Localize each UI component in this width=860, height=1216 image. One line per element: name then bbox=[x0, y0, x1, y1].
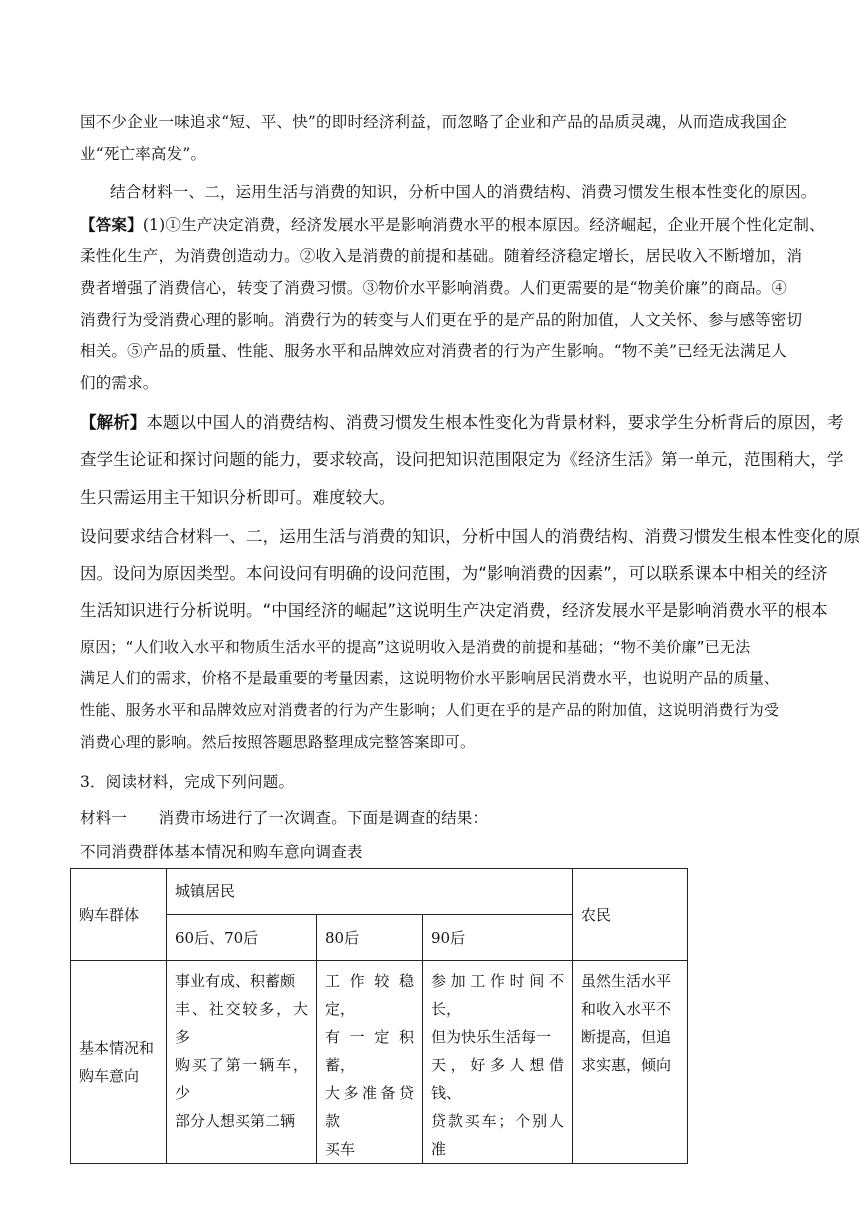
data-cell-text: 参加工作时间不长， 但为快乐生活每一 天，好多人想借钱、 贷款买车；个别人准 bbox=[431, 972, 564, 1158]
answer-line bbox=[80, 215, 825, 235]
paragraph-line: 国不少企业一味追求“短、平、快”的即时经济利益，而忽略了企业和产品的品质灵魂，从而造成我国企 bbox=[80, 113, 788, 131]
table-header-row bbox=[71, 869, 688, 915]
data-cell-text: 事业有成、积蓄颇 丰、社交较多，大多 购买了第一辆车，少 部分人想买第二辆 bbox=[175, 972, 308, 1130]
question-number-line: 3．阅读材料，完成下列问题。 bbox=[80, 773, 295, 791]
answer-line: 费者增强了消费信心，转变了消费习惯。③物价水平影响消费。人们更需要的是“物美价廉”的商品。④ bbox=[80, 279, 788, 297]
data-cell-text: 虽然生活水平 和收入水平不 断提高，但追 求实惠，倾向 bbox=[581, 972, 672, 1074]
analysis-line: 满足人们的需求，价格不是最重要的考量因素，这说明物价水平影响居民消费水平，也说明产品的质量、 bbox=[80, 669, 780, 687]
table-caption: 不同消费群体基本情况和购车意向调查表 bbox=[80, 843, 363, 861]
data-cell bbox=[423, 961, 573, 1164]
analysis-line: 查学生论证和探讨问题的能力，要求较高，设问把知识范围限定为《经济生活》第一单元，范围稍大，学 bbox=[80, 450, 844, 469]
header-group-cell: 购车群体 bbox=[71, 869, 167, 961]
subheader-cell: 80后 bbox=[317, 915, 423, 961]
data-cell bbox=[317, 961, 423, 1164]
paragraph-line: 业“死亡率高发”。 bbox=[80, 145, 207, 163]
header-urban-cell: 城镇居民 bbox=[167, 869, 573, 915]
answer-line: 相关。⑤产品的质量、性能、服务水平和品牌效应对消费者的行为产生影响。“物不美”已经无法满足人 bbox=[80, 342, 788, 360]
analysis-line: 消费心理的影响。然后按照答题思路整理成完整答案即可。 bbox=[80, 733, 476, 751]
table-row bbox=[71, 961, 688, 1164]
analysis-line: 因。设问为原因类型。本问设问有明确的设问范围，为“影响消费的因素”，可以联系课本中相关的经济 bbox=[80, 564, 828, 583]
answer-line: 们的需求。 bbox=[80, 374, 159, 392]
analysis-line: 设问要求结合材料一、二，运用生活与消费的知识，分析中国人的消费结构、消费习惯发生根本性变化的原 bbox=[80, 527, 860, 546]
question-prompt: 结合材料一、二，运用生活与消费的知识，分析中国人的消费结构、消费习惯发生根本性变化的原因。 bbox=[110, 183, 817, 201]
analysis-line: 生只需运用主干知识分析即可。难度较大。 bbox=[80, 488, 396, 507]
subheader-cell: 90后 bbox=[423, 915, 573, 961]
data-cell bbox=[573, 961, 688, 1164]
survey-table bbox=[70, 868, 688, 1164]
data-cell-text: 工作较稳定， 有一定积蓄， 大多准备贷款 买车 bbox=[325, 972, 414, 1158]
material-line: 材料一 消费市场进行了一次调查。下面是调查的结果： bbox=[80, 809, 489, 827]
analysis-line: 原因；“人们收入水平和物质生活水平的提高”这说明收入是消费的前提和基础；“物不美价廉”已无法 bbox=[80, 638, 751, 656]
answer-line: 消费行为受消费心理的影响。消费行为的转变与人们更在乎的是产品的附加值，人文关怀、参与感等密切 bbox=[80, 311, 803, 329]
analysis-tag: 【解析】 bbox=[80, 413, 147, 432]
analysis-line: 性能、服务水平和品牌效应对消费者的行为产生影响；人们更在乎的是产品的附加值，这说明消费行为受 bbox=[80, 701, 780, 719]
analysis-line bbox=[80, 413, 844, 433]
analysis-line: 生活知识进行分析说明。“中国经济的崛起”这说明生产决定消费，经济发展水平是影响消费水平的根本 bbox=[80, 601, 828, 620]
answer-tag: 【答案】 bbox=[80, 215, 143, 234]
data-cell bbox=[167, 961, 317, 1164]
answer-text: (1)①生产决定消费，经济发展水平是影响消费水平的根本原因。经济崛起，企业开展个性化定制、 bbox=[142, 216, 825, 234]
header-rural-cell: 农民 bbox=[573, 869, 688, 961]
answer-line: 柔性化生产，为消费创造动力。②收入是消费的前提和基础。随着经济稳定增长，居民收入不断增加，消 bbox=[80, 247, 803, 265]
subheader-cell: 60后、70后 bbox=[167, 915, 317, 961]
row-label-text: 基本情况和 购车意向 bbox=[79, 1039, 155, 1085]
row-label-cell bbox=[71, 961, 167, 1164]
analysis-text: 本题以中国人的消费结构、消费习惯发生根本性变化为背景材料，要求学生分析背后的原因，考 bbox=[146, 413, 844, 432]
